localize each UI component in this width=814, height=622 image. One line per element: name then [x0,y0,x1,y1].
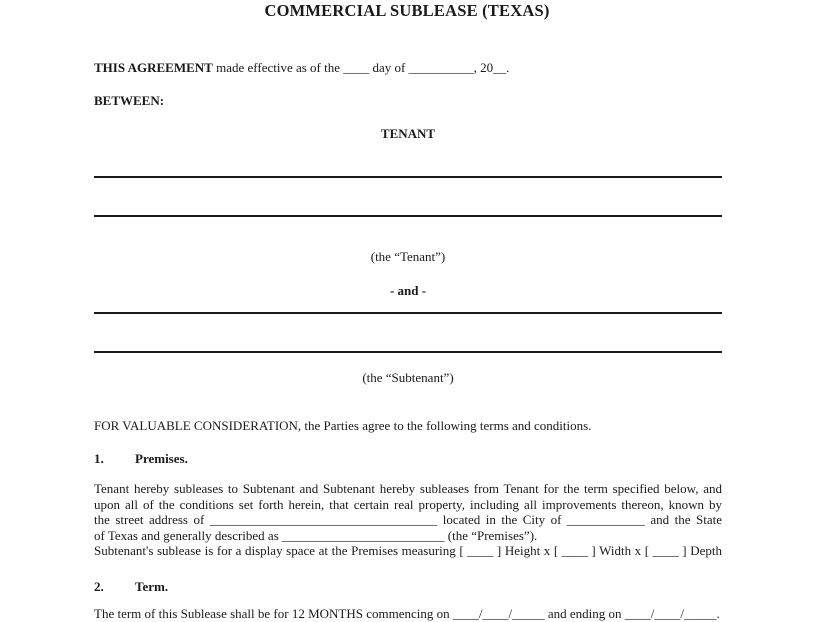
agreement-intro-line [94,60,722,76]
paragraph-line-description-blank: of Texas and generally described as _________________________ (the “Premises”). [94,527,538,543]
between-label: BETWEEN: [94,93,165,108]
agreement-intro-rest: made effective as of the ____ day of __________, 20__. [212,60,510,75]
section-2-heading [94,579,722,595]
section-1-paragraph [94,481,722,559]
paragraph-line-term-dates: The term of this Sublease shall be for 12 MONTHS commencing on ____/____/_____ and ending on ____/____/_____. [94,606,720,621]
paragraph-line: Tenant hereby subleases to Subtenant and Subtenant hereby subleases from Tenant for the term specified below, and [94,481,722,496]
section-1-number: 1. [94,451,104,466]
paragraph-line-street-address-blank: the street address of ___________________________________ located in the City of ____________ and the State [94,512,722,528]
subtenant-name-line-2 [94,351,722,353]
paragraph-line-measurements: Subtenant's sublease is for a display space at the Premises measuring [ ____ ] Height x [ ____ ] Width x [ ____ ] Depth [94,543,722,559]
consideration-clause: FOR VALUABLE CONSIDERATION, the Parties agree to the following terms and conditions. [94,418,592,433]
tenant-name-line-1 [94,176,722,178]
section-2-title: Term. [135,579,169,594]
section-1-title: Premises. [135,451,188,466]
and-separator: - and - [389,283,427,298]
subtenant-name-line-1 [94,312,722,314]
document-title: COMMERCIAL SUBLEASE (TEXAS) [264,1,550,20]
tenant-caption: (the “Tenant”) [370,249,446,264]
tenant-name-line-2 [94,215,722,217]
agreement-intro-bold: THIS AGREEMENT [94,60,213,75]
paragraph-line: upon all of the conditions set forth herein, that certain real property, including all improvements thereon, known by [94,496,722,512]
section-2-paragraph [94,606,722,622]
section-2-number: 2. [94,579,104,594]
section-1-heading [94,451,722,467]
subtenant-caption: (the “Subtenant”) [362,370,454,385]
tenant-heading: TENANT [380,126,436,141]
